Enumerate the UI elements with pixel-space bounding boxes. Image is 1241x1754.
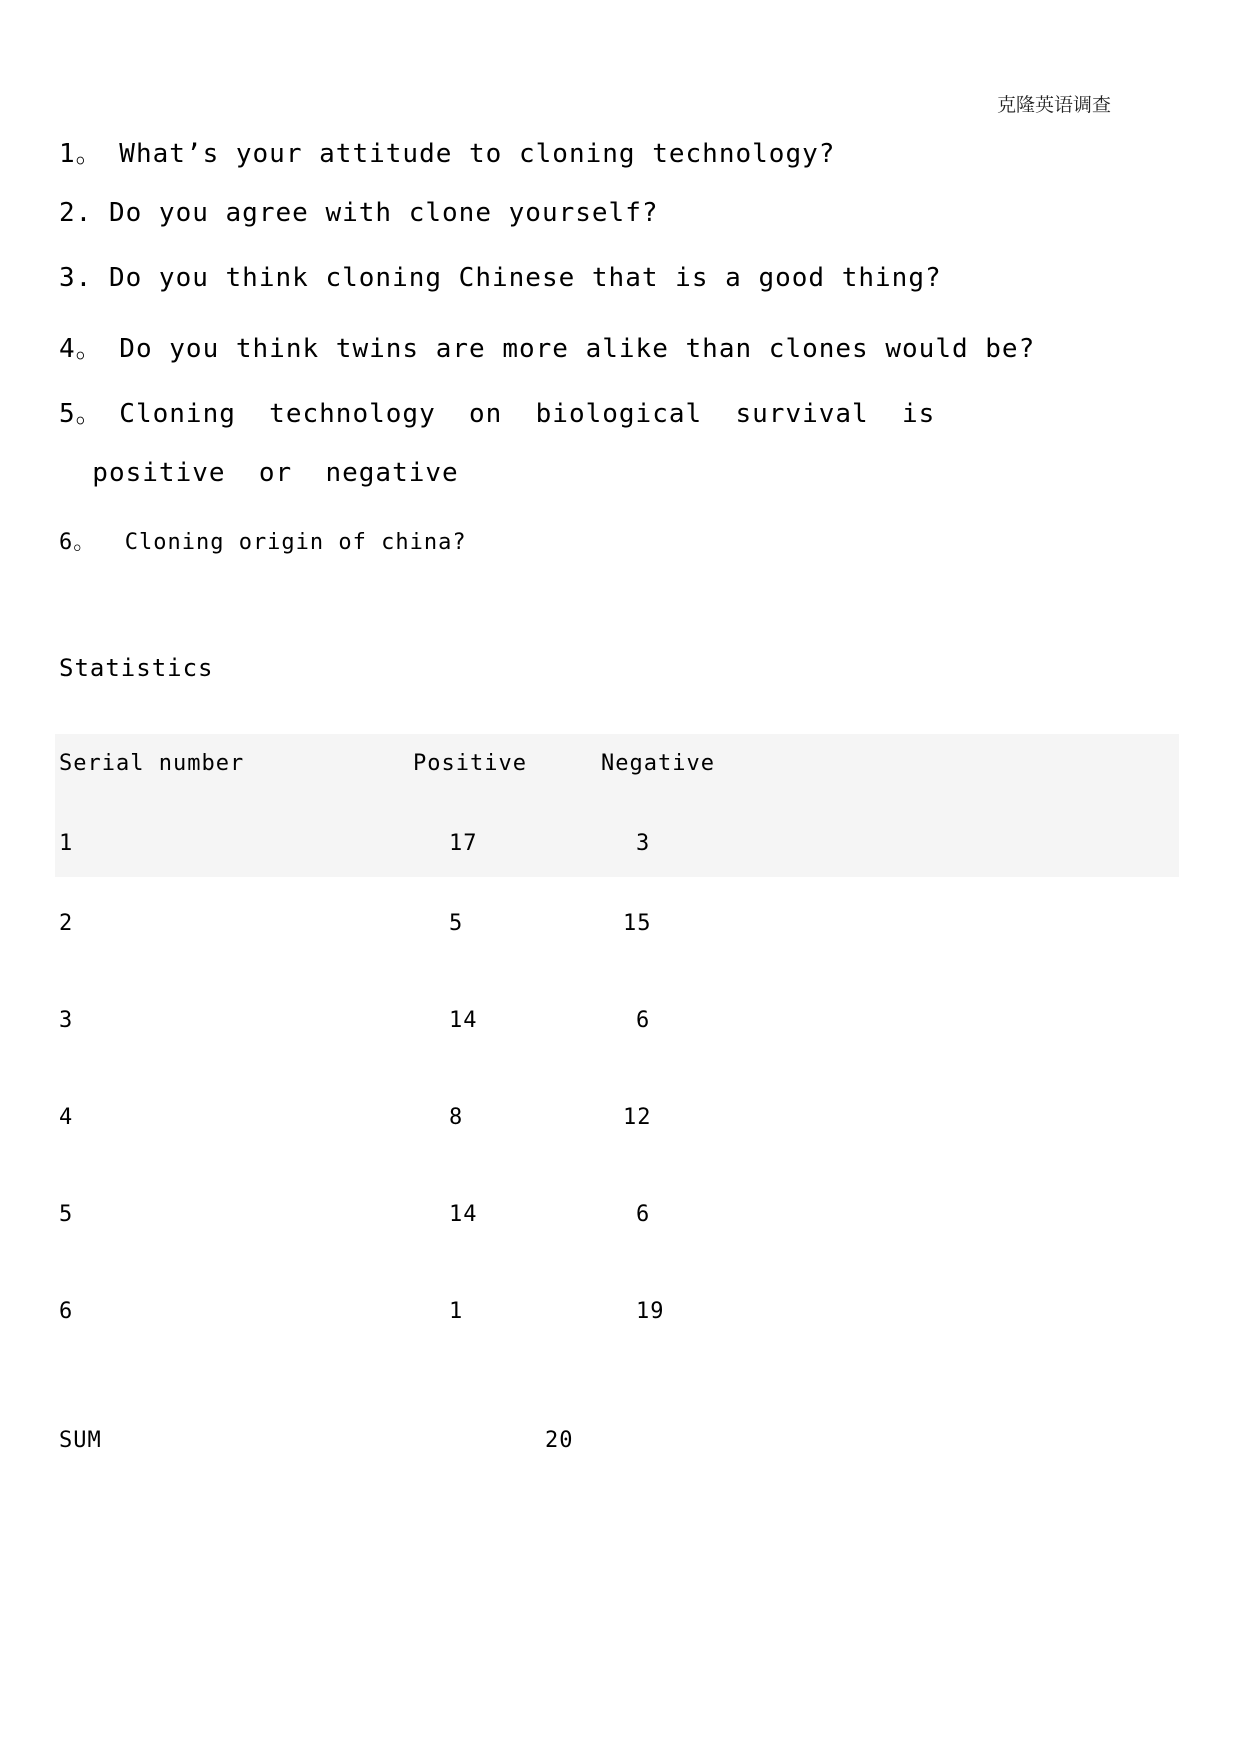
question-2: 2. Do you agree with clone yourself? (59, 198, 659, 228)
positive-cell: 17 (449, 831, 478, 856)
question-3: 3. Do you think cloning Chinese that is a good thing? (59, 263, 942, 293)
sum-label: SUM (59, 1428, 102, 1453)
negative-cell: 12 (623, 1105, 652, 1130)
column-header-negative: Negative (601, 751, 715, 776)
negative-cell: 15 (623, 911, 652, 936)
serial-cell: 6 (59, 1299, 74, 1324)
serial-cell: 5 (59, 1202, 74, 1227)
negative-cell: 19 (636, 1299, 665, 1324)
positive-cell: 8 (449, 1105, 464, 1130)
question-5-continued: positive or negative (59, 458, 459, 488)
negative-cell: 6 (636, 1008, 651, 1033)
positive-cell: 14 (449, 1008, 478, 1033)
serial-cell: 2 (59, 911, 74, 936)
statistics-heading: Statistics (59, 654, 214, 682)
negative-cell: 6 (636, 1202, 651, 1227)
positive-cell: 1 (449, 1299, 464, 1324)
question-1: 1。 What’s your attitude to cloning technology? (59, 139, 836, 169)
question-4: 4。 Do you think twins are more alike than clones would be? (59, 334, 1036, 364)
positive-cell: 14 (449, 1202, 478, 1227)
question-5: 5。 Cloning technology on biological survival is (59, 399, 936, 429)
serial-cell: 4 (59, 1105, 74, 1130)
document-header: 克隆英语调查 (996, 94, 1111, 116)
serial-cell: 3 (59, 1008, 74, 1033)
column-header-positive: Positive (413, 751, 527, 776)
sum-value: 20 (545, 1428, 574, 1453)
negative-cell: 3 (636, 831, 651, 856)
question-6: 6。 Cloning origin of china? (59, 530, 467, 555)
column-header-serial: Serial number (59, 751, 245, 776)
serial-cell: 1 (59, 831, 74, 856)
positive-cell: 5 (449, 911, 464, 936)
